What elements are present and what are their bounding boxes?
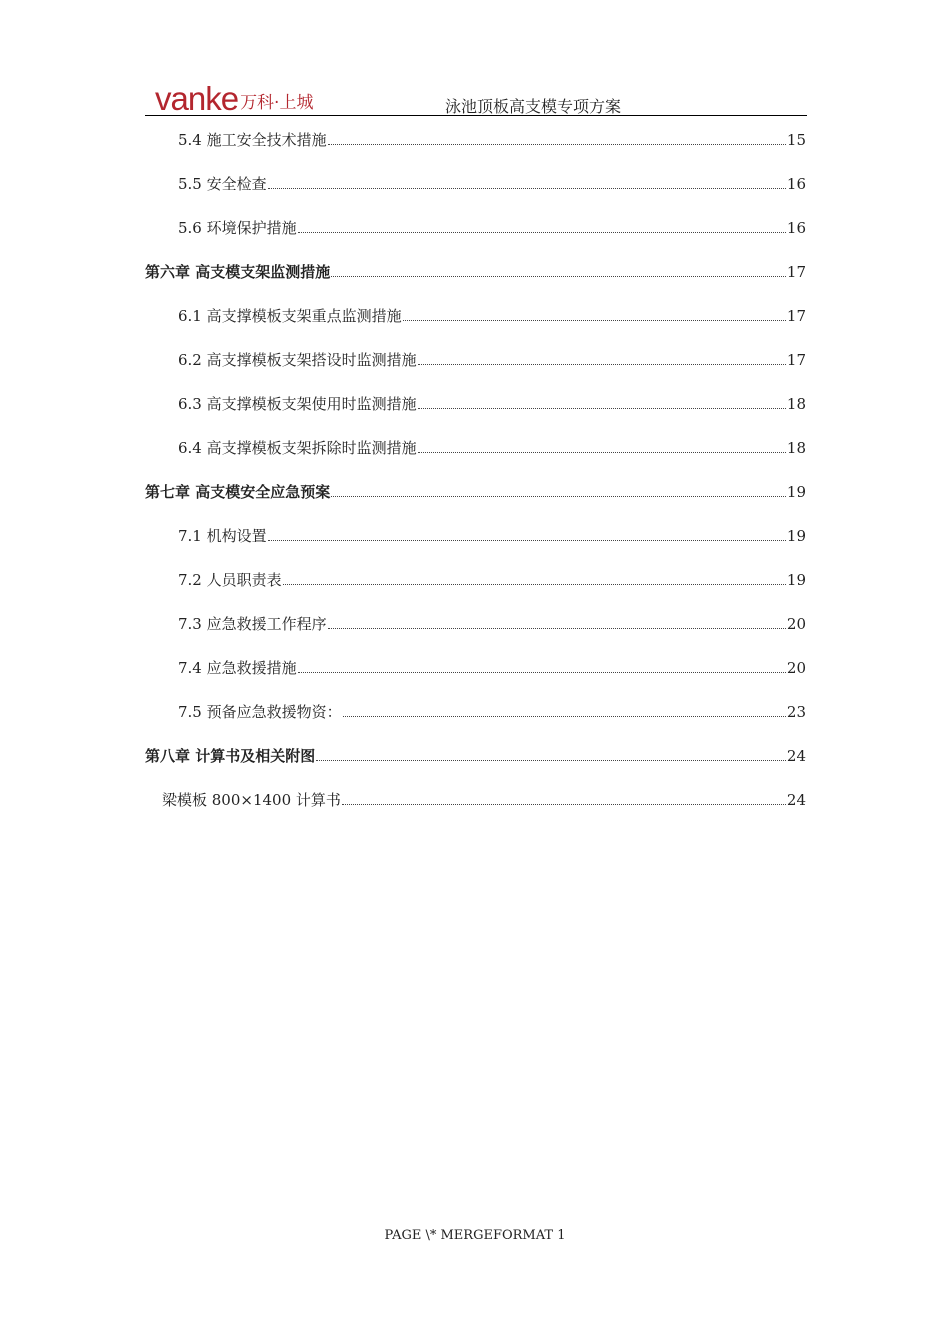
toc-entry-label: 5.6 环境保护措施 (178, 219, 297, 237)
toc-page-number: 15 (786, 131, 806, 149)
toc-entry-label: 6.3 高支撑模板支架使用时监测措施 (178, 395, 417, 413)
toc-page-number: 24 (786, 791, 806, 809)
toc-entry-label: 6.2 高支撑模板支架搭设时监测措施 (178, 351, 417, 369)
toc-page-number: 17 (786, 307, 806, 325)
page-header (145, 82, 807, 116)
toc-dot-leader (403, 320, 786, 321)
toc-page-number: 19 (786, 571, 806, 589)
toc-dot-leader (328, 144, 786, 145)
toc-section-entry[interactable] (178, 610, 806, 634)
toc-dot-leader (418, 364, 786, 365)
toc-page-number: 19 (786, 527, 806, 545)
toc-dot-leader (342, 804, 786, 805)
toc-page-number: 17 (786, 351, 806, 369)
toc-dot-leader (268, 188, 786, 189)
toc-section-entry[interactable] (178, 302, 806, 326)
toc-dot-leader (331, 496, 786, 497)
toc-section-entry[interactable] (178, 654, 806, 678)
page-footer: PAGE \* MERGEFORMAT 1 (384, 1228, 566, 1243)
toc-entry-label: 7.4 应急救援措施 (178, 659, 297, 677)
toc-page-number: 20 (786, 659, 806, 677)
toc-chapter-entry[interactable] (145, 478, 806, 502)
toc-entry-label: 第八章 计算书及相关附图 (145, 747, 316, 765)
toc-entry-label: 7.2 人员职责表 (178, 571, 282, 589)
toc-dot-leader (298, 232, 786, 233)
toc-section-entry[interactable] (178, 214, 806, 238)
vanke-logo (155, 82, 313, 116)
toc-section-entry[interactable] (178, 434, 806, 458)
toc-page-number: 18 (786, 439, 806, 457)
toc-entry-label: 7.1 机构设置 (178, 527, 267, 545)
logo-chinese-text: 万科·上城 (240, 93, 314, 113)
toc-section-entry[interactable] (178, 390, 806, 414)
toc-page-number: 16 (786, 219, 806, 237)
toc-chapter-entry[interactable] (145, 258, 806, 282)
toc-section-entry[interactable] (178, 522, 806, 546)
toc-section-entry[interactable] (178, 170, 806, 194)
toc-entry-label: 6.1 高支撑模板支架重点监测措施 (178, 307, 402, 325)
toc-section-entry[interactable] (162, 786, 806, 810)
toc-entry-label: 梁模板 800×1400 计算书 (162, 791, 341, 809)
toc-section-entry[interactable] (178, 566, 806, 590)
toc-dot-leader (418, 452, 786, 453)
toc-page-number: 18 (786, 395, 806, 413)
toc-dot-leader (298, 672, 786, 673)
toc-chapter-entry[interactable] (145, 742, 806, 766)
toc-page-number: 19 (786, 483, 806, 501)
toc-dot-leader (316, 760, 786, 761)
toc-section-entry[interactable] (178, 126, 806, 150)
toc-entry-label: 第七章 高支模安全应急预案 (145, 483, 331, 501)
toc-dot-leader (328, 628, 786, 629)
toc-dot-leader (343, 716, 786, 717)
toc-page-number: 16 (786, 175, 806, 193)
logo-wordmark: vanke (155, 80, 239, 117)
toc-page-number: 24 (786, 747, 806, 765)
toc-dot-leader (418, 408, 786, 409)
toc-entry-label: 5.5 安全检查 (178, 175, 267, 193)
toc-dot-leader (331, 276, 786, 277)
toc-page-number: 23 (786, 703, 806, 721)
toc-page-number: 20 (786, 615, 806, 633)
toc-entry-label: 7.5 预备应急救援物资： (178, 703, 342, 721)
toc-dot-leader (283, 584, 786, 585)
toc-entry-label: 第六章 高支模支架监测措施 (145, 263, 331, 281)
toc-entry-label: 7.3 应急救援工作程序 (178, 615, 327, 633)
toc-entry-label: 5.4 施工安全技术措施 (178, 131, 327, 149)
toc-page-number: 17 (786, 263, 806, 281)
toc-dot-leader (268, 540, 786, 541)
toc-section-entry[interactable] (178, 346, 806, 370)
document-title: 泳池顶板高支模专项方案 (445, 97, 622, 116)
toc-entry-label: 6.4 高支撑模板支架拆除时监测措施 (178, 439, 417, 457)
toc-section-entry[interactable] (178, 698, 806, 722)
header-divider (145, 115, 807, 116)
